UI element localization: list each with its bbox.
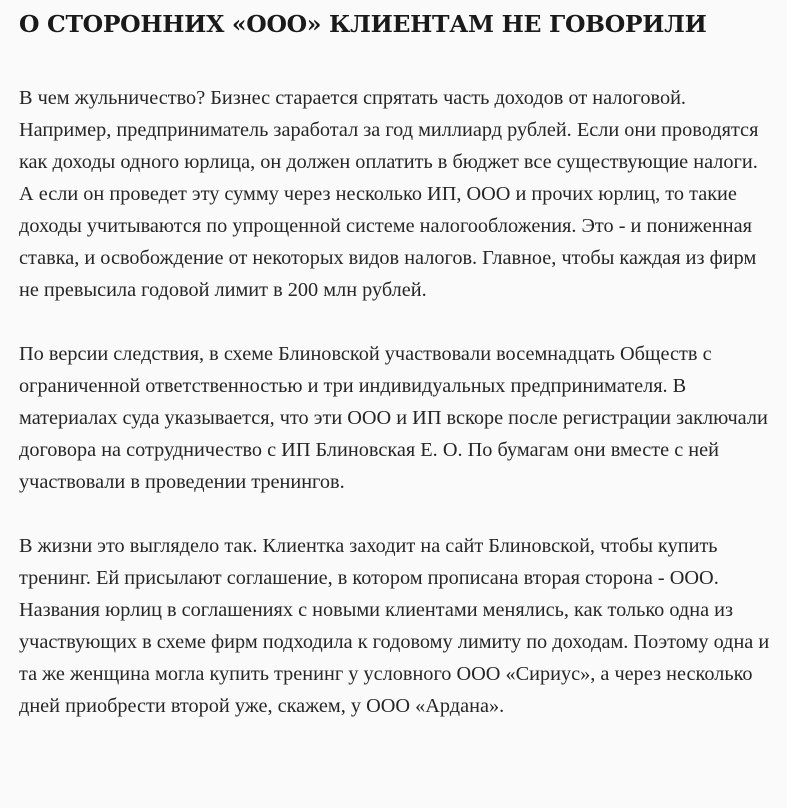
section-heading: О СТОРОННИХ «ООО» КЛИЕНТАМ НЕ ГОВОРИЛИ (19, 10, 707, 38)
article-paragraph: По версии следствия, в схеме Блиновской участвовали восемнадцать Обществ с ограниченной ответственностью и три индивидуальных предпринимателя. В материалах суда указывается, что эти ООО и ИП вскоре после регистрации заключали договора на сотрудничество с ИП Блиновская Е. О. По бумагам они вместе с ней участвовали в проведении тренингов. (19, 343, 768, 493)
article (19, 4, 771, 722)
article-paragraph: В жизни это выглядело так. Клиентка заходит на сайт Блиновской, чтобы купить тренинг. Ей присылают соглашение, в котором прописана вторая сторона - ООО. Названия юрлиц в соглашениях с новыми клиентами менялись, как только одна из участвующих в схеме фирм подходила к годовому лимиту по доходам. Поэтому одна и та же женщина могла купить тренинг у условного ООО «Сириус», а через несколько дней приобрести второй уже, скажем, у ООО «Ардана». (19, 535, 770, 717)
article-paragraph: В чем жульничество? Бизнес старается спрятать часть доходов от налоговой. Например, предприниматель заработал за год миллиард рублей. Если они проводятся как доходы одного юрлица, он должен оплатить в бюджет все существующие налоги. А если он проведет эту сумму через несколько ИП, ООО и прочих юрлиц, то такие доходы учитываются по упрощенной системе налогообложения. Это - и пониженная ставка, и освобождение от некоторых видов налогов. Главное, чтобы каждая из фирм не превысила годовой лимит в 200 млн рублей. (19, 87, 759, 301)
